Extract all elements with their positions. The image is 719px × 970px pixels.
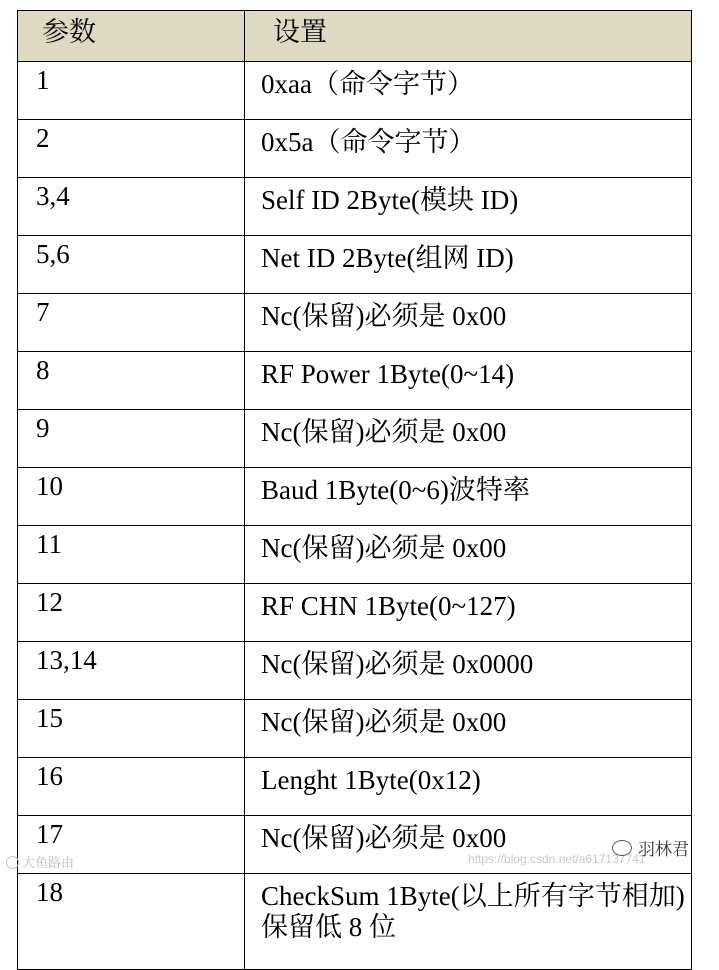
setting-cell: RF Power 1Byte(0~14)	[245, 352, 692, 410]
setting-cell: CheckSum 1Byte(以上所有字节相加)保留低 8 位	[245, 874, 692, 970]
parameter-table	[17, 10, 692, 970]
setting-cell: 0x5a（命令字节）	[245, 120, 692, 178]
table-row	[18, 236, 692, 294]
table-row	[18, 584, 692, 642]
watermark-left-text: 大鱼路由	[22, 855, 75, 870]
table-row	[18, 758, 692, 816]
param-cell: 7	[18, 294, 245, 352]
setting-cell: 0xaa（命令字节）	[245, 62, 692, 120]
setting-cell: Nc(保留)必须是 0x0000	[245, 642, 692, 700]
param-cell: 3,4	[18, 178, 245, 236]
param-cell: 12	[18, 584, 245, 642]
table-row	[18, 120, 692, 178]
param-cell: 15	[18, 700, 245, 758]
param-cell: 5,6	[18, 236, 245, 294]
setting-cell: Nc(保留)必须是 0x00	[245, 410, 692, 468]
setting-cell: Nc(保留)必须是 0x00	[245, 700, 692, 758]
setting-cell: Self ID 2Byte(模块 ID)	[245, 178, 692, 236]
setting-cell: Nc(保留)必须是 0x00	[245, 294, 692, 352]
setting-cell: RF CHN 1Byte(0~127)	[245, 584, 692, 642]
watermark-brand-text: 羽林君	[638, 840, 689, 860]
param-cell: 17	[18, 816, 245, 874]
param-cell: 2	[18, 120, 245, 178]
setting-cell: Nc(保留)必须是 0x00	[245, 526, 692, 584]
table-row	[18, 352, 692, 410]
table-row	[18, 294, 692, 352]
param-cell: 9	[18, 410, 245, 468]
setting-cell: Lenght 1Byte(0x12)	[245, 758, 692, 816]
watermark-logo-icon	[6, 856, 19, 869]
param-cell: 10	[18, 468, 245, 526]
wechat-icon	[612, 840, 632, 856]
table-row	[18, 874, 692, 970]
setting-cell: Net ID 2Byte(组网 ID)	[245, 236, 692, 294]
setting-cell: Nc(保留)必须是 0x00	[245, 816, 692, 874]
param-cell: 16	[18, 758, 245, 816]
table-row	[18, 468, 692, 526]
table-row	[18, 178, 692, 236]
param-cell: 13,14	[18, 642, 245, 700]
header-param: 参数	[18, 11, 245, 62]
table-row	[18, 410, 692, 468]
table-row	[18, 642, 692, 700]
header-setting: 设置	[245, 11, 692, 62]
setting-cell: Baud 1Byte(0~6)波特率	[245, 468, 692, 526]
table-row	[18, 526, 692, 584]
param-cell: 1	[18, 62, 245, 120]
watermark-url: https://blog.csdn.net/a617137741	[468, 852, 646, 866]
table-row	[18, 700, 692, 758]
param-cell: 11	[18, 526, 245, 584]
param-cell: 18	[18, 874, 245, 970]
table-row	[18, 62, 692, 120]
table-header-row	[18, 11, 692, 62]
watermark-brand	[612, 835, 689, 860]
param-cell: 8	[18, 352, 245, 410]
watermark-left	[6, 852, 74, 871]
